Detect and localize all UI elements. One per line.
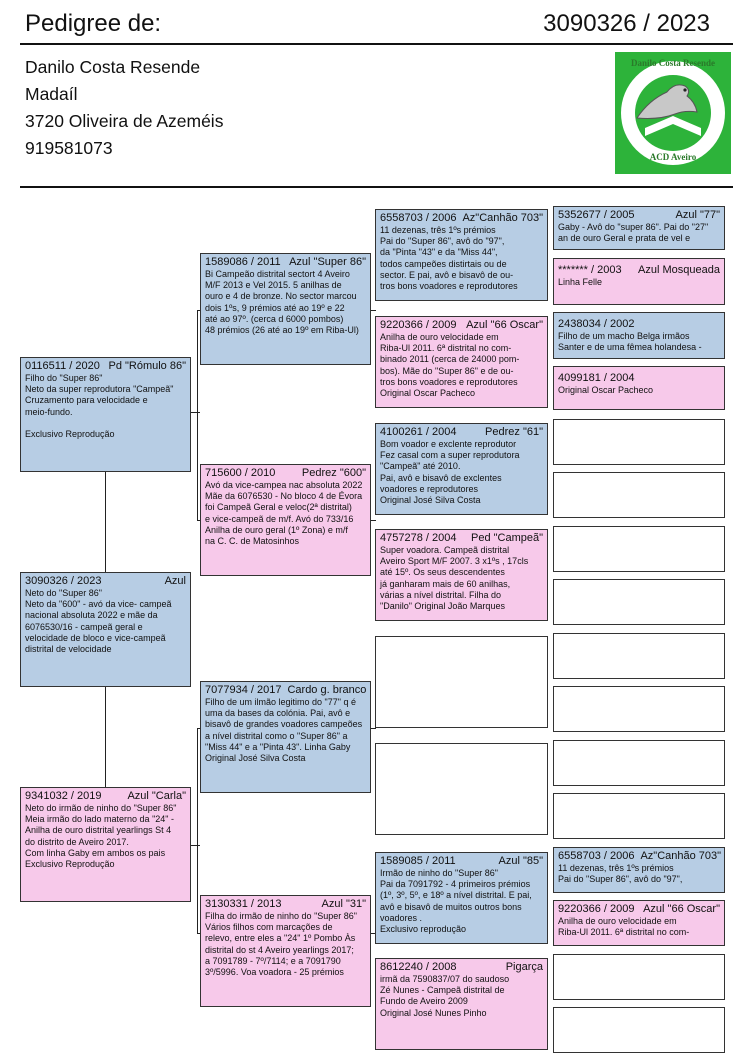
card-line: Anilha de ouro distrital yearlings St 4 (25, 825, 172, 836)
ring-number: 1589085 / 2011 (380, 855, 456, 867)
card-line: do distrito de Aveiro 2017. (25, 836, 129, 847)
pedigree-card-ssss (553, 206, 725, 250)
pedigree-card-empty (553, 686, 725, 732)
owner-info (25, 54, 223, 162)
card-line: na C. C. de Matosinhos (205, 536, 300, 547)
card-line: Filho do "Super 86" (25, 373, 103, 383)
card-line: sector. E pai, avô e bisavô de ou- (380, 269, 514, 280)
bird-name (714, 372, 720, 385)
bird-name: Azul "Carla" (127, 790, 186, 802)
card-line: 11 dezenas, três 1ºs prémios (558, 863, 674, 873)
connector-line (190, 845, 200, 846)
card-line: (1º, 3º, 5º, e 18º a nível distrital. E pai, (380, 890, 532, 901)
pedigree-card-empty (375, 636, 548, 728)
card-line (25, 418, 186, 429)
owner-place: Madaíl (25, 84, 78, 104)
ring-number: 9220366 / 2009 (380, 319, 457, 331)
card-line: Aveiro Sport M/F 2007. 3 x1ºs , 17cls (380, 556, 529, 567)
bird-name: Pd "Rómulo 86" (108, 360, 186, 372)
bird-name: Az"Canhão 703" (640, 850, 722, 862)
card-line: Original Oscar Pacheco (558, 385, 654, 395)
card-line: Anilha de ouro geral (1º Zona) e m/f (205, 524, 348, 535)
ring-number: 8612240 / 2008 (380, 961, 457, 973)
card-line: Vários filhos com marcações de (205, 922, 333, 933)
bird-name: Pigarça (505, 961, 543, 973)
card-line: várias a nível distrital. Filha do (380, 589, 502, 600)
bird-name: Azul (164, 575, 186, 587)
card-line: Original José Nunes Pinho (380, 1007, 487, 1018)
pedigree-card-empty (553, 419, 725, 465)
bird-name: Pedrez "61" (485, 426, 543, 438)
pedigree-card-sds (375, 423, 548, 515)
bird-name: Azul "Super 86" (289, 256, 366, 268)
card-line: já ganharam mais de 60 anilhas, (380, 578, 511, 589)
pedigree-card-empty (375, 743, 548, 835)
pedigree-card-sire-dam (200, 464, 371, 576)
card-line: Exclusivo Reprodução (25, 859, 115, 870)
pedigree-card-empty (553, 740, 725, 786)
pedigree-card-empty (553, 472, 725, 518)
card-line: Anilha de ouro velocidade em (558, 916, 677, 926)
card-line: Mãe da 6076530 - No bloco 4 de Évora (205, 491, 363, 502)
card-line: Pai da 7091792 - 4 primeiros prémios (380, 879, 531, 890)
bird-name: Azul "77" (675, 209, 720, 221)
card-line: Pai do "Super 86", avô do "97", (558, 874, 683, 885)
pedigree-card-sire-sire (200, 253, 371, 365)
bird-name: Azul "85" (498, 855, 543, 867)
ring-number: 7077934 / 2017 (205, 684, 282, 696)
owner-name: Danilo Costa Resende (25, 57, 201, 77)
card-line: Meia irmão do lado materno da "24" - (25, 814, 174, 825)
bird-name: Azul Mosqueada (638, 264, 720, 276)
bird-name (714, 318, 720, 331)
card-line: tros bons voadores e reprodutores (380, 376, 518, 387)
bird-name: Pedrez "600" (301, 467, 366, 479)
card-line: an de ouro Geral e prata de vel e (558, 233, 691, 244)
card-line: Riba-Ul 2011. 6ª distrital no com- (558, 927, 690, 938)
card-line: avô e bisavô de muitos outros bons (380, 901, 522, 912)
pedigree-card-dam (20, 787, 191, 902)
card-line: até 15º. Os seus descendentes (380, 567, 505, 578)
card-line: 6076530/16 - campeã geral e (25, 621, 143, 632)
card-line: irmã da 7590837/07 do saudoso (380, 974, 510, 984)
card-line: Original Oscar Pacheco (380, 388, 476, 399)
card-line: Cruzamento para velocidade e (25, 395, 148, 406)
logo-top-text: Danilo Costa Resende (630, 58, 715, 68)
card-line: 3º/5996. Voa voadora - 25 prémios (205, 967, 344, 978)
ring-number: 1589086 / 2011 (205, 256, 281, 268)
pedigree-card-empty (553, 793, 725, 839)
owner-postal: 3720 Oliveira de Azeméis (25, 111, 224, 131)
pedigree-card-dam-dam (200, 895, 371, 1007)
card-line: Santer e de uma fêmea holandesa - (558, 342, 702, 353)
pedigree-card-ddsd (553, 900, 725, 946)
card-line: ouro e 4 de bronze. No sector marcou (205, 291, 357, 302)
connector-line (197, 728, 198, 933)
card-line: Filho de um macho Belga irmãos (558, 331, 690, 341)
card-line: velocidade de bloco e vice-campeã (25, 632, 166, 643)
pedigree-card-ddd (375, 958, 548, 1050)
header-divider (20, 43, 733, 45)
card-line: voadores . (380, 912, 423, 923)
pedigree-card-sire (20, 357, 191, 472)
card-line: Zé Nunes - Campeã distrital de (380, 985, 505, 996)
ring-number: 3090326 / 2023 (25, 575, 102, 587)
card-line: Filho de um ilmão legitimo do "77" q é (205, 697, 356, 707)
card-line: foi Campeã Geral e veloc(2ª distrital) (205, 502, 352, 513)
ring-number: 6558703 / 2006 (558, 850, 635, 862)
connector-line (190, 412, 200, 413)
card-line: "Miss 44" e a "Pinta 43". Linha Gaby (205, 741, 351, 752)
pedigree-card-empty (553, 526, 725, 572)
card-line: a nível distrital como o "Super 86" a (205, 730, 348, 741)
logo-bottom-text: ACD Aveiro (649, 152, 697, 162)
card-line: Bi Campeão distrital sectort 4 Aveiro (205, 269, 350, 279)
ring-number: 4757278 / 2004 (380, 532, 457, 544)
card-line: Bom voador e exclente reprodutor (380, 439, 517, 449)
card-line: Gaby - Avô do "super 86". Pai do "27" (558, 222, 709, 232)
bird-name: Azul "66 Oscar" (643, 903, 720, 915)
ring-number: 715600 / 2010 (205, 467, 276, 479)
card-line: Linha Felle (558, 277, 603, 287)
connector-line (105, 686, 106, 787)
ring-number: 2438034 / 2002 (558, 318, 635, 330)
pedigree-card-sssd (553, 258, 725, 305)
ring-number: 0116511 / 2020 (25, 360, 100, 372)
card-line: tros bons voadores e reprodutores (380, 281, 518, 292)
card-line: voadores e reprodutores (380, 483, 479, 494)
card-line: distrital do st 4 Aveiro yearlings 2017; (205, 944, 354, 955)
card-line: Irmão de ninho do "Super 86" (380, 868, 498, 878)
pedigree-card-dds (375, 852, 548, 944)
card-line: Fundo de Aveiro 2009 (380, 996, 468, 1007)
bird-name: Azul "31" (321, 898, 366, 910)
pedigree-card-empty (553, 954, 725, 1000)
card-line: dois 1ºs, 9 prémios até ao 19º e 22 (205, 302, 345, 313)
subject-ring-number: 3090326 / 2023 (543, 10, 710, 37)
bird-name: Azul "66 Oscar" (466, 319, 543, 331)
card-line: e vice-campeã de m/f. Avó do 733/16 (205, 513, 354, 524)
card-line: todos campeões distirtais ou de (380, 258, 507, 269)
card-line: Com linha Gaby em ambos os pais (25, 847, 166, 858)
ring-number: 3130331 / 2013 (205, 898, 282, 910)
card-line: Riba-Ul 2011. 6ª distrital no com- (380, 343, 512, 354)
card-line: 11 dezenas, três 1ºs prémios (380, 225, 496, 235)
pedigree-card-subject (20, 572, 191, 687)
card-line: Pai, avô e bisavô de exclentes (380, 472, 502, 483)
card-line: Neto do "Super 86" (25, 588, 102, 598)
card-line: nacional absoluta 2022 e mãe da (25, 610, 158, 621)
card-line: Original José Silva Costa (205, 753, 306, 764)
bird-name: Cardo g. branco (287, 684, 367, 696)
ring-number: 9341032 / 2019 (25, 790, 102, 802)
bird-name: Ped "Campeã" (470, 532, 543, 544)
club-logo (615, 52, 731, 174)
card-line: Fez casal com a super reprodutora (380, 450, 520, 461)
card-line: Filha do irmão de ninho do "Super 86" (205, 911, 357, 921)
owner-divider (20, 186, 733, 188)
card-line: Neto da "600" - avó da vice- campeã (25, 599, 172, 610)
card-line: 48 prémios (26 até ao 19º em Riba-Ul) (205, 325, 359, 336)
card-line: Neto do irmão de ninho do "Super 86" (25, 803, 177, 813)
card-line: Avó da vice-campea nac absoluta 2022 (205, 480, 363, 490)
card-line: Pai do "Super 86", avô do "97", (380, 236, 505, 247)
card-line: "Danilo" Original João Marques (380, 601, 505, 612)
ring-number: 4099181 / 2004 (558, 372, 635, 384)
ring-number: 4100261 / 2004 (380, 426, 457, 438)
card-line: distrital de velocidade (25, 644, 112, 655)
pedigree-card-sdd (375, 529, 548, 621)
ring-number: 6558703 / 2006 (380, 212, 457, 224)
card-line: Exclusivo Reprodução (25, 428, 115, 439)
card-line: M/F 2013 e Vel 2015. 5 anilhas de (205, 280, 342, 291)
pedigree-card-ssdd (553, 366, 725, 410)
pedigree-card-empty (553, 579, 725, 625)
card-line: Neto da super reprodutora "Campeã" (25, 384, 174, 395)
connector-line (105, 472, 106, 572)
pedigree-card-ssds (553, 312, 725, 359)
pedigree-card-ssd (375, 316, 548, 408)
card-line: Anilha de ouro velocidade em (380, 332, 499, 342)
pedigree-card-sss (375, 209, 548, 301)
card-line: Exclusivo reprodução (380, 924, 467, 935)
card-line: meio-fundo. (25, 406, 73, 417)
card-line: bisavô de grandes voadores campeões (205, 719, 363, 730)
card-line: relevo, entre eles a "24" 1º Pombo Às (205, 933, 356, 944)
ring-number: 9220366 / 2009 (558, 903, 635, 915)
pedigree-card-empty (553, 1007, 725, 1053)
owner-phone: 919581073 (25, 138, 113, 158)
pedigree-card-dam-sire (200, 681, 371, 793)
card-line: Super voadora. Campeã distrital (380, 545, 510, 555)
card-line: Original José Silva Costa (380, 495, 481, 506)
card-line: "Campeã" até 2010. (380, 461, 461, 472)
pedigree-card-empty (553, 633, 725, 679)
card-line: bos). Mãe do "Super 86" e de ou- (380, 365, 514, 376)
pedigree-card-ddss (553, 847, 725, 893)
card-line: a 7091789 - 7º/7114; e a 7091790 (205, 955, 341, 966)
card-line: da "Pinta "43" e da "Miss 44", (380, 247, 498, 258)
card-line: uma da bases da colónia. Pai, avô e (205, 708, 351, 719)
page-title: Pedigree de: (25, 10, 162, 37)
ring-number: ******* / 2003 (558, 264, 622, 276)
connector-line (197, 310, 198, 520)
ring-number: 5352677 / 2005 (558, 209, 635, 221)
card-line: até ao 97º. (cerca d 6000 pombos) (205, 313, 344, 324)
bird-name: Az"Canhão 703" (462, 212, 544, 224)
card-line: binado 2011 (cerca de 24000 pom- (380, 354, 520, 365)
